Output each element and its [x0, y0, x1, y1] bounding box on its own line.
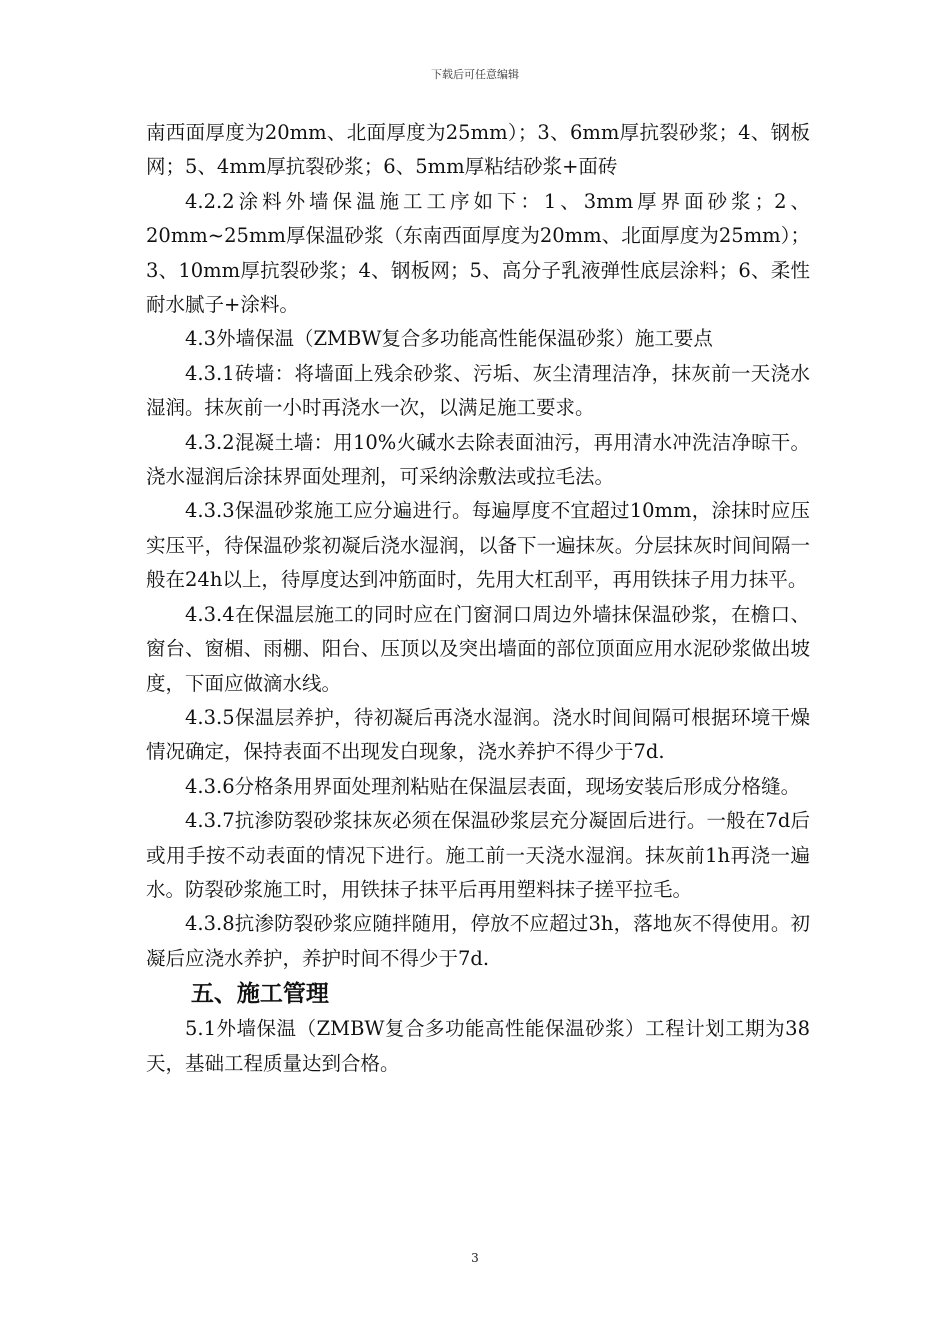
paragraph-4-3-7: 4.3.7抗渗防裂砂浆抹灰必须在保温砂浆层充分凝固后进行。一般在7d后或用手按不动表面的情况下进行。施工前一天浇水湿润。抹灰前1h再浇一遍水。防裂砂浆施工时，用铁抹子抹平后再用塑料抹子搓平拉毛。: [146, 809, 810, 901]
paragraph-4-3-5: 4.3.5保温层养护，待初凝后再浇水湿润。浇水时间间隔可根据环境干燥情况确定，保持表面不出现发白现象，浇水养护不得少于7d.: [146, 705, 810, 764]
paragraph-4-3-6: 4.3.6分格条用界面处理剂粘贴在保温层表面，现场安装后形成分格缝。: [185, 774, 801, 798]
paragraph-4-3: 4.3外墙保温（ZMBW复合多功能高性能保温砂浆）施工要点: [185, 327, 713, 351]
section-heading: 五、施工管理: [190, 981, 329, 1008]
page-number: 3: [471, 1251, 479, 1265]
paragraph-continuation: 南西面厚度为20mm、北面厚度为25mm）；3、6mm厚抗裂砂浆；4、钢板网；5、4mm厚抗裂砂浆；6、5mm厚粘结砂浆+面砖: [146, 121, 810, 179]
paragraph-4-3-2: 4.3.2混凝土墙：用10%火碱水去除表面油污，再用清水冲洗洁净晾干。浇水湿润后涂抹界面处理剂，可采纳涂敷法或拉毛法。: [146, 430, 810, 489]
document-body: [146, 116, 810, 1081]
paragraph-4-3-8: 4.3.8抗渗防裂砂浆应随拌随用，停放不应超过3h，落地灰不得使用。初凝后应浇水养护，养护时间不得少于7d.: [146, 912, 810, 970]
paragraph-5-1: 5.1外墙保温（ZMBW复合多功能高性能保温砂浆）工程计划工期为38天，基础工程质量达到合格。: [146, 1017, 810, 1075]
paragraph-4-3-1: 4.3.1砖墙：将墙面上残余砂浆、污垢、灰尘清理洁净，抹灰前一天浇水湿润。抹灰前一小时再浇水一次，以满足施工要求。: [146, 361, 810, 420]
paragraph-4-3-3: 4.3.3保温砂浆施工应分遍进行。每遍厚度不宜超过10mm，涂抹时应压实压平，待保温砂浆初凝后浇水湿润，以备下一遍抹灰。分层抹灰时间间隔一般在24h以上，待厚度达到冲筋面时，先用大杠刮平，再用铁抹子用力抹平。: [146, 499, 810, 592]
page-header: 下载后可任意编辑: [431, 68, 519, 81]
paragraph-4-2-2: 4.2.2涂料外墙保温施工工序如下：1、3mm厚界面砂浆；2、20mm~25mm厚保温砂浆（东南西面厚度为20mm、北面厚度为25mm）；3、10mm厚抗裂砂浆；4、钢板网；5、高分子乳液弹性底层涂料；6、柔性耐水腻子+涂料。: [146, 189, 810, 317]
paragraph-4-3-4: 4.3.4在保温层施工的同时应在门窗洞口周边外墙抹保温砂浆，在檐口、窗台、窗楣、雨棚、阳台、压顶以及突出墙面的部位顶面应用水泥砂浆做出坡度，下面应做滴水线。: [146, 602, 810, 695]
